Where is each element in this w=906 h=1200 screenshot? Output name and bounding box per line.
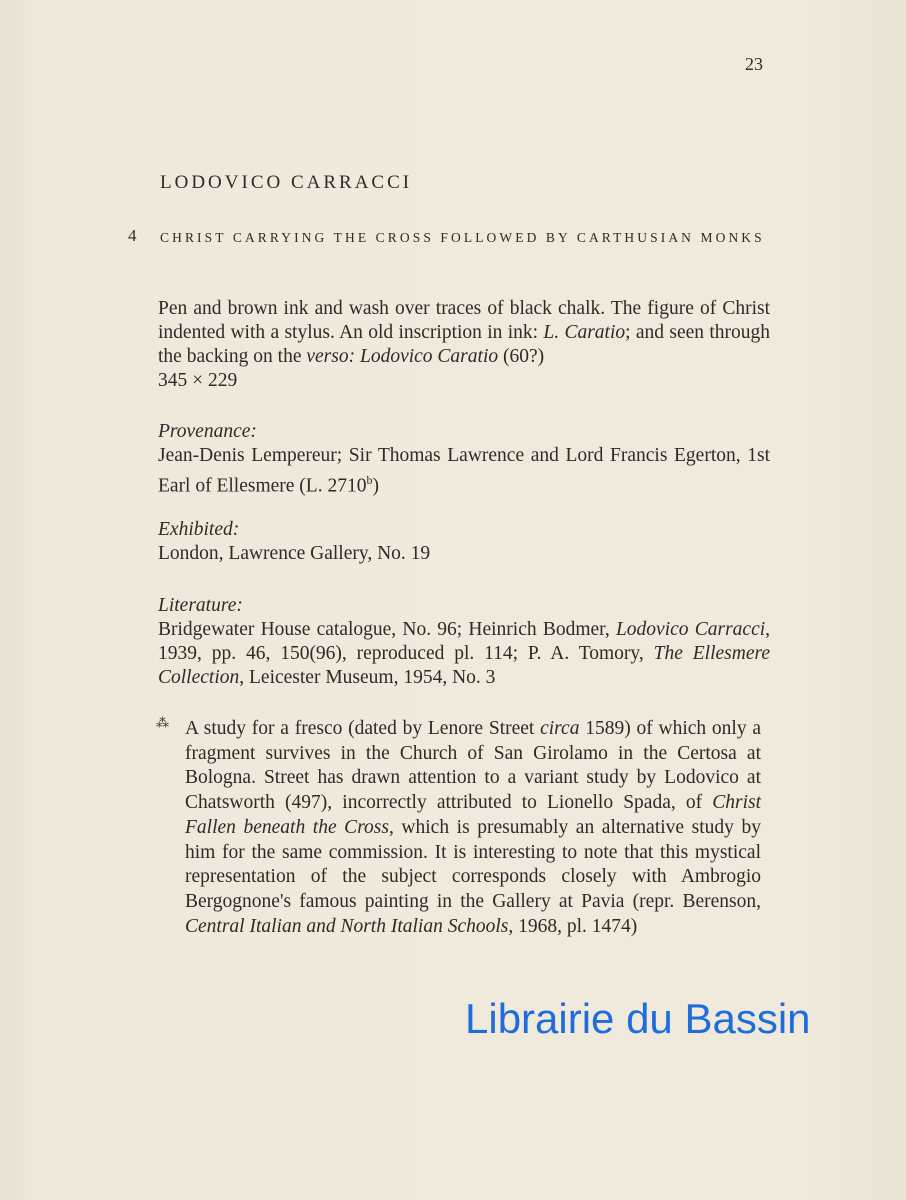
note-text-1: A study for a fresco (dated by Lenore Street bbox=[185, 718, 541, 739]
catalogue-title: CHRIST CARRYING THE CROSS FOLLOWED BY CARTHUSIAN MONKS bbox=[160, 230, 765, 245]
exhibited-label: Exhibited: bbox=[158, 519, 240, 540]
page-number: 23 bbox=[745, 54, 763, 74]
description-text-2: ; and seen through the backing on the bbox=[158, 322, 770, 367]
note-circa: circa bbox=[540, 718, 580, 739]
literature-title-1: Lodovico Carracci bbox=[615, 619, 766, 640]
provenance-close: ) bbox=[372, 475, 379, 497]
commentary-note bbox=[185, 717, 761, 939]
exhibited-section bbox=[158, 518, 770, 566]
note-text-3: , which is presumably an alternative study by him for the same commission. It is interesting to note that this mystical representation of the subject corresponds closely with Ambrogio Bergognone's famous painting in the Gallery at Pavia (repr. Berenson, bbox=[185, 816, 761, 912]
dimensions: 345 × 229 bbox=[158, 370, 238, 391]
note-title-2: Central Italian and North Italian Schools bbox=[185, 915, 509, 937]
description bbox=[158, 297, 770, 393]
note-title-1: Christ Fallen beneath the Cross bbox=[185, 792, 761, 838]
provenance-superscript: b bbox=[366, 473, 373, 487]
provenance-section bbox=[158, 420, 770, 499]
provenance-label: Provenance: bbox=[158, 421, 257, 442]
verso-inscription: verso: Lodovico Caratio bbox=[306, 346, 499, 367]
literature-title-2: The Ellesmere Collection bbox=[158, 643, 770, 688]
literature-text-3: , Leicester Museum, 1954, No. 3 bbox=[239, 667, 496, 688]
catalogue-number: 4 bbox=[128, 226, 137, 245]
watermark-text: Librairie du Bassin bbox=[465, 995, 811, 1042]
verso-number: (60?) bbox=[498, 346, 545, 367]
inscription-text: L. Caratio bbox=[543, 322, 626, 343]
description-text-1: Pen and brown ink and wash over traces of black chalk. The figure of Christ indented with a stylus. An old inscription in ink: bbox=[158, 298, 770, 343]
asterism-icon: ⁂ bbox=[156, 716, 169, 731]
literature-label: Literature: bbox=[158, 595, 243, 616]
literature-text-2: , 1939, pp. 46, 150(96), reproduced pl. 114; P. A. Tomory, bbox=[158, 619, 771, 664]
exhibited-text: London, Lawrence Gallery, No. 19 bbox=[158, 543, 431, 564]
literature-section bbox=[158, 594, 770, 690]
artist-heading: LODOVICO CARRACCI bbox=[160, 172, 413, 193]
literature-text-1: Bridgewater House catalogue, No. 96; Heinrich Bodmer, bbox=[158, 619, 616, 640]
note-text-4: , 1968, pl. 1474) bbox=[508, 915, 638, 937]
provenance-text: Jean-Denis Lempereur; Sir Thomas Lawrence and Lord Francis Egerton, 1st Earl of Ellesmere (L. 2710 bbox=[158, 445, 770, 497]
note-text-2: 1589) of which only a fragment survives in the Church of San Girolamo in the Certosa at Bologna. Street has drawn attention to a variant study by Lodovico at Chatsworth (497), incorrectly attributed to Lionello Spada, of bbox=[185, 718, 761, 814]
